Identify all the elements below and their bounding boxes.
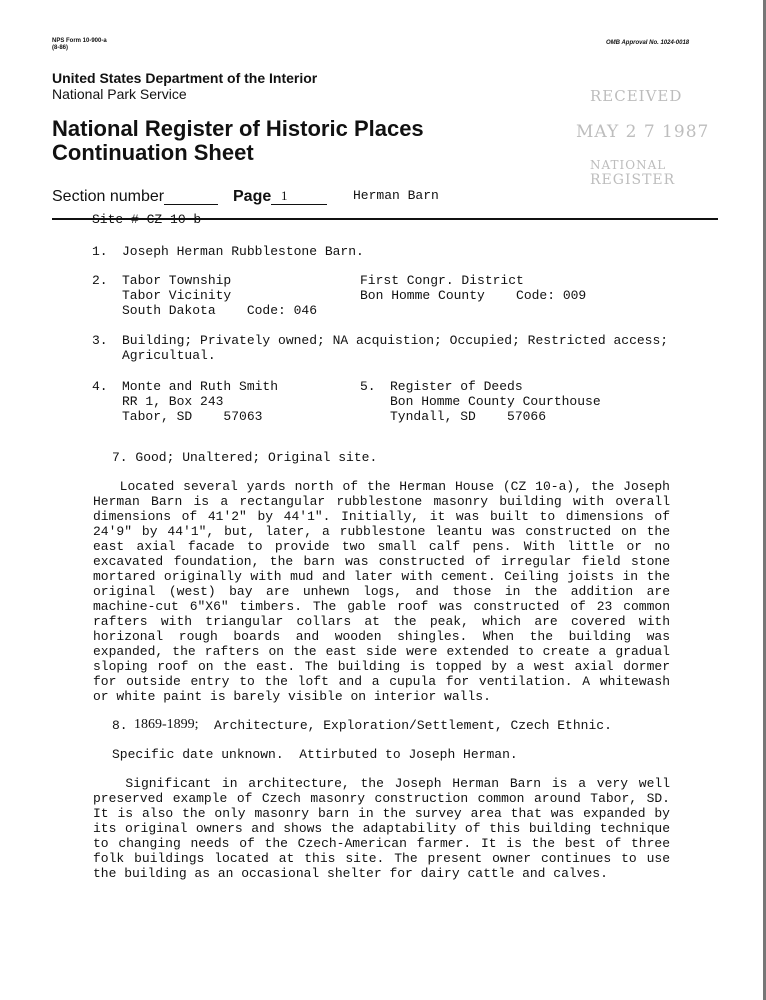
page-title: National Register of Historic Places — [52, 116, 424, 141]
item-5-number: 5. — [360, 379, 376, 394]
significance-paragraph: Significant in architecture, the Joseph Herman Barn is a very well preserved example of Czech masonry construction common around Tabor, SD. It is also the only masonry barn in the survey area that was expanded by its original owners and shows the adaptability of this building technique to changing needs of the Czech-American farmer. It is the best of three folk buildings located at this site. The present owner continues to use the building as an occasional shelter for dairy cattle and calves. — [93, 776, 670, 881]
item-5-building: Bon Homme County Courthouse — [390, 394, 601, 409]
item-2-number: 2. — [92, 273, 108, 288]
item-5-city: Tyndall, SD 57066 — [390, 409, 547, 424]
item-8-dates: 1869-1899; — [134, 717, 199, 732]
stamp-national: NATIONAL — [590, 158, 667, 172]
item-2-county: Bon Homme County Code: 009 — [360, 288, 587, 303]
item-3-number: 3. — [92, 333, 108, 348]
form-id — [52, 38, 107, 52]
page-subtitle: Continuation Sheet — [52, 140, 254, 165]
page-label: Page — [233, 188, 272, 205]
description-paragraph: Located several yards north of the Herman House (CZ 10-a), the Joseph Herman Barn is a rectangular rubblestone masonry building with overall dimensions of 41'2" by 44'1". Initially, it was built to dimensions of 24'9" by 44'1", but, later, a rubblestone leantu was constructed on the east axial facade to provide two small calf pens. With little or no excavated foundation, the barn was constructed of irregular field stone mortared originally with mud and later with cement. Ceiling joists in the original (west) bay are unhewn logs, and those in the addition are machine-cut 6"X6" timbers. The gable roof was constructed of 23 common rafters with triangular collars at the peak, which are covered with horizonal rough boards and wooden shingles. When the building was expanded, the rafters on the east side were extended to create a gradual sloping roof on the east. The building is topped by a west axial dormer for outside entry to the loft and a cupula for ventilation. A whitewash or white paint is barely visible on interior walls. — [93, 479, 670, 704]
item-4-number: 4. — [92, 379, 108, 394]
item-4-address: RR 1, Box 243 — [122, 394, 224, 409]
property-name: Herman Barn — [353, 188, 439, 203]
item-8-number: 8. — [112, 718, 128, 733]
section-number-label: Section number — [52, 188, 165, 205]
header-rule — [52, 218, 718, 220]
form-number: NPS Form 10-900-a — [52, 38, 107, 44]
item-2-vicinity: Tabor Vicinity — [122, 288, 232, 303]
stamp-received: RECEIVED — [590, 87, 683, 105]
specific-date-note: Specific date unknown. Attirbuted to Joseph Herman. — [112, 747, 518, 762]
item-4-city: Tabor, SD 57063 — [122, 409, 263, 424]
item-4-owner: Monte and Ruth Smith — [122, 379, 279, 394]
item-5-office: Register of Deeds — [390, 379, 523, 394]
item-1-text: Joseph Herman Rubblestone Barn. — [122, 244, 364, 259]
item-2-township: Tabor Township — [122, 273, 232, 288]
item-2-state: South Dakota Code: 046 — [122, 303, 318, 318]
site-number: Site # CZ 10-b — [92, 212, 202, 227]
department-name: United States Department of the Interior — [52, 70, 318, 86]
form-revision: (8-86) — [52, 45, 69, 51]
omb-number: OMB Approval No. 1024-0018 — [606, 40, 690, 46]
page-number-blank — [271, 204, 327, 205]
item-3-line-1: Building; Privately owned; NA acquistion; Occupied; Restricted access; — [122, 333, 669, 348]
stamp-register: REGISTER — [590, 172, 676, 188]
stamp-date: MAY 2 7 1987 — [576, 122, 710, 142]
item-2-district: First Congr. District — [360, 273, 524, 288]
section-number-blank — [164, 204, 218, 205]
item-3-line-2: Agricultual. — [122, 348, 216, 363]
page-number: 1 — [281, 188, 288, 203]
item-1-number: 1. — [92, 244, 108, 259]
item-7-condition: 7. Good; Unaltered; Original site. — [112, 450, 378, 465]
item-8-areas: Architecture, Exploration/Settlement, Czech Ethnic. — [214, 718, 612, 733]
service-name: National Park Service — [52, 86, 187, 102]
